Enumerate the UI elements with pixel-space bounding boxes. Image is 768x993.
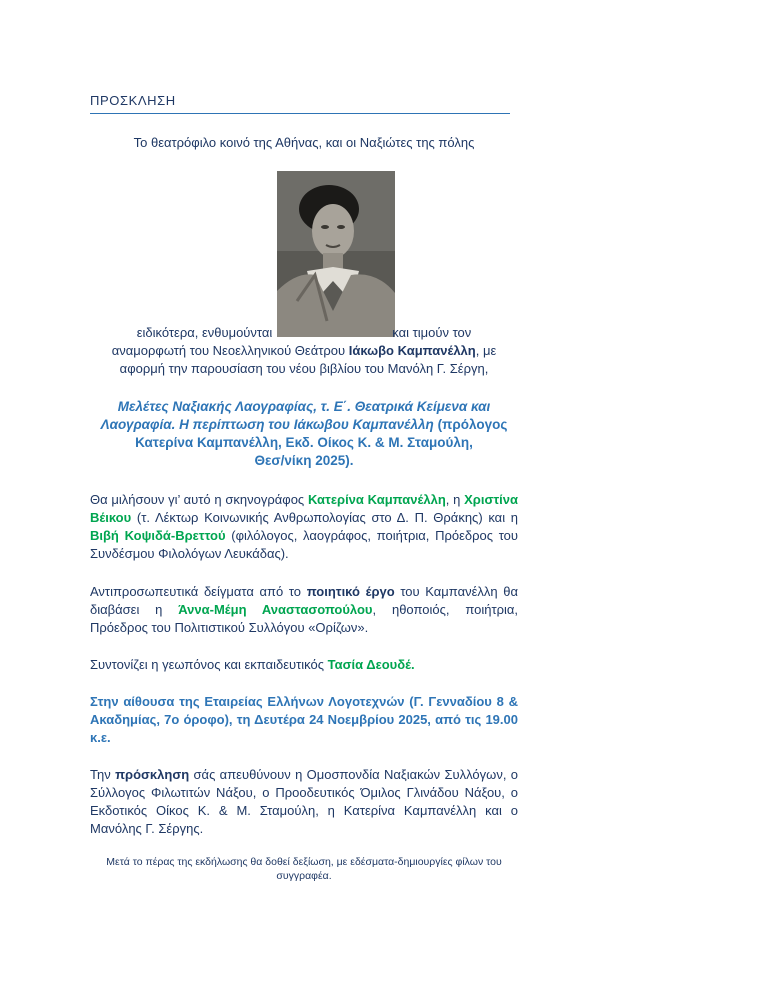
reception-note: Μετά το πέρας της εκδήλωσης θα δοθεί δεξίωση, με εδέσματα-δημιουργίες φίλων του συγγραφέα. [106, 856, 502, 882]
tribute-text-4: , με [475, 343, 497, 358]
paragraph-tribute [90, 324, 518, 378]
reader-anastasopoulou: Άννα-Μέμη Αναστασοπούλου [178, 602, 373, 617]
book-title-line-2b: (πρόλογος [433, 417, 508, 432]
portrait-photo [277, 171, 395, 337]
honoree-name: Ιάκωβο Καμπανέλλη [348, 343, 476, 358]
tribute-text-3: αναμορφωτή του Νεοελληνικού Θεάτρου [111, 343, 346, 358]
poetry-text-2: του Καμπανέλλη θα διαβάσει η [90, 584, 518, 617]
book-title-line-3: Κατερίνα Καμπανέλλη, Εκδ. Οίκος Κ. & Μ. Σταμούλη, [135, 435, 473, 450]
speakers-text-2: , η [445, 492, 461, 507]
poetic-work: ποιητικό έργο [306, 584, 395, 599]
speakers-paragraph [90, 491, 518, 563]
book-title-line-1: Μελέτες Ναξιακής Λαογραφίας, τ. Ε΄. Θεατρικά Κείμενα και [117, 399, 491, 414]
speaker-kampanelli: Κατερίνα Καμπανέλλη [307, 492, 446, 507]
book-title-line-4: Θεσ/νίκη 2025). [254, 453, 354, 468]
book-title-line-2: Λαογραφία. Η περίπτωση του Ιάκωβου Καμπανέλλη [100, 417, 434, 432]
poetry-paragraph [90, 583, 518, 637]
venue-place: Στην αίθουσα της Εταιρείας Ελλήνων Λογοτεχνών [90, 694, 405, 709]
invitation-word: πρόσκληση [115, 767, 190, 782]
coordinator-paragraph [90, 656, 518, 674]
document-heading: ΠΡΟΣΚΛΗΣΗ [90, 93, 510, 114]
speakers-text-3: (τ. Λέκτωρ Κοινωνικής Ανθρωπολογίας στο Δ. Π. Θράκης) και η [136, 510, 518, 525]
coordinator-name: Τασία Δεουδέ. [327, 657, 415, 672]
coordinator-text: Συντονίζει η γεωπόνος και εκπαιδευτικός [90, 657, 324, 672]
speakers-text-1: Θα μιλήσουν γι’ αυτό η σκηνογράφος [90, 492, 305, 507]
speaker-veikou: Χριστίνα Βέικου [90, 492, 518, 525]
speakers-text-4: (φιλόλογος, λαογράφος, ποιήτρια, Πρόεδρος του Συνδέσμου Φιλολόγων Λευκάδας). [90, 528, 518, 561]
venue-details: (Γ. Γενναδίου 8 & Ακαδημίας, 7ο όροφο), τη Δευτέρα 24 Νοεμβρίου 2025, από τις 19.00 κ.ε. [90, 694, 518, 745]
poetry-text-3: , ηθοποιός, ποιήτρια, Πρόεδρος του Πολιτιστικού Συλλόγου «Ορίζων». [90, 602, 519, 635]
invitation-paragraph [90, 766, 518, 838]
invitation-text-2: σάς απευθύνουν η Ομοσπονδία Ναξιακών Συλλόγων, ο Σύλλογος Φιλωτιτών Νάξου, ο Προοδευτικός Όμιλος Γλινάδου Νάξου, ο Εκδοτικός Οίκος Κ. & Μ. Σταμούλη, η Κατερίνα Καμπανέλλη και ο Μανόλης Γ. Σέργης. [90, 767, 518, 836]
tribute-text-1: ειδικότερα, ενθυμούνται [136, 325, 273, 340]
poetry-text-1: Αντιπροσωπευτικά δείγματα από το [90, 584, 302, 599]
intro-line: Το θεατρόφιλο κοινό της Αθήνας, και οι Ναξιώτες της πόλης [133, 135, 475, 150]
invitation-text-1: Την [90, 767, 111, 782]
portrait-illustration [277, 171, 395, 337]
book-title-block [90, 398, 518, 470]
venue-paragraph [90, 693, 518, 747]
tribute-text-2: και τιμούν τον [392, 325, 472, 340]
speaker-kopsida: Βιβή Κοψιδά-Βρεττού [90, 528, 226, 543]
tribute-text-5: αφορμή την παρουσίαση του νέου βιβλίου του Μανόλη Γ. Σέργη, [119, 361, 489, 376]
